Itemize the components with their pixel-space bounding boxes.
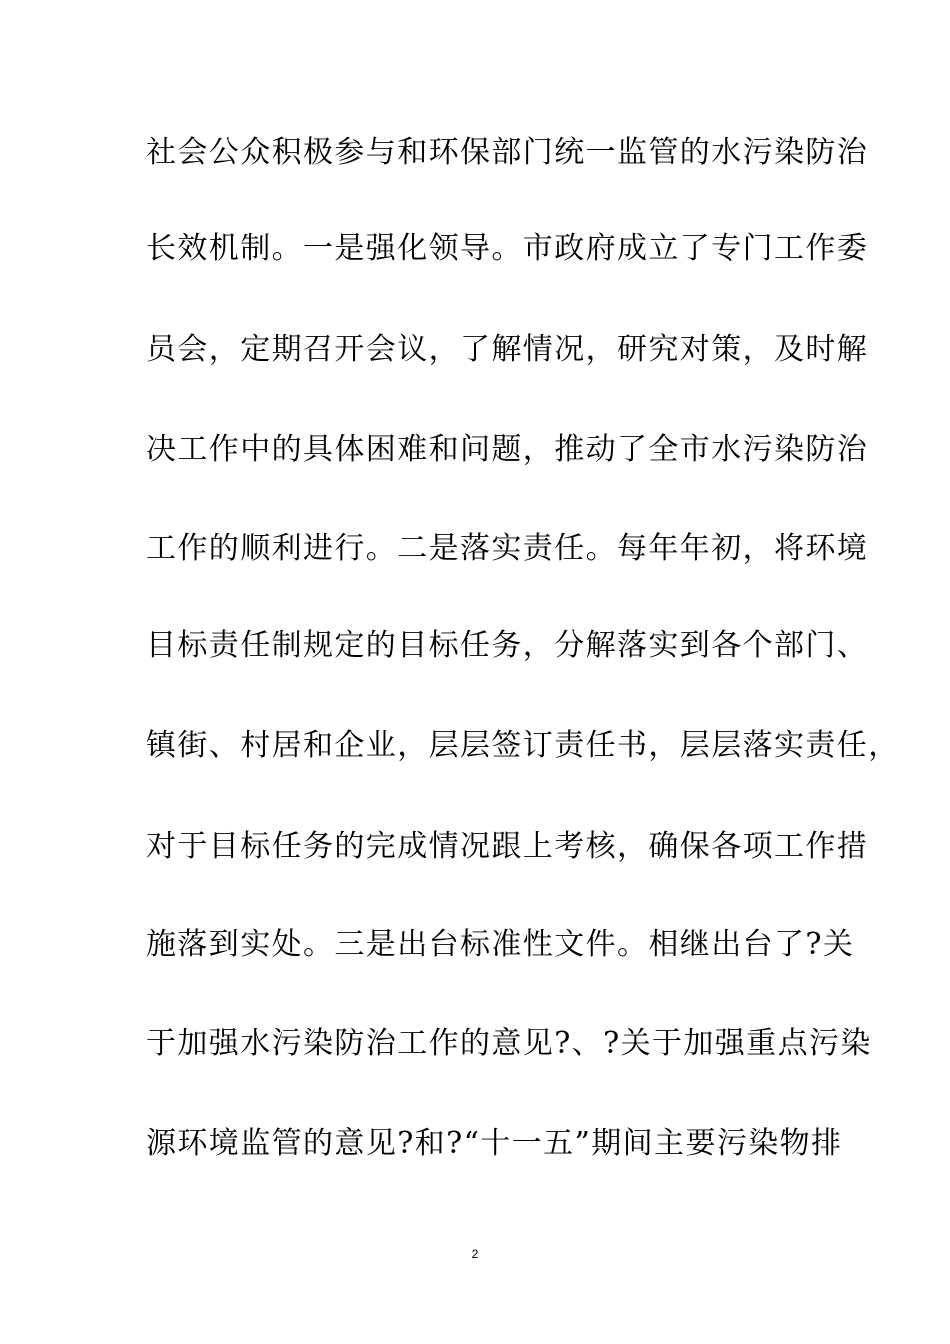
body-text-line: 决工作中的具体困难和问题，推动了全市水污染防治 [146, 432, 869, 467]
body-text-line: 镇街、村居和企业，层层签订责任书，层层落实责任， [146, 728, 900, 763]
body-text-line: 于加强水污染防治工作的意见?、?关于加强重点污染 [146, 1026, 872, 1061]
body-text-line: 对于目标任务的完成情况跟上考核，确保各项工作措 [146, 829, 869, 864]
body-text-line: 施落到实处。三是出台标准性文件。相继出台了?关 [146, 927, 855, 962]
page-number: 2 [471, 1247, 479, 1261]
body-text-line: 社会公众积极参与和环保部门统一监管的水污染防治 [146, 135, 869, 170]
body-text-line: 目标责任制规定的目标任务，分解落实到各个部门、 [146, 628, 869, 663]
body-text-line: 员会，定期召开会议，了解情况，研究对策，及时解 [146, 332, 869, 367]
body-text-line: 源环境监管的意见?和?“十一五”期间主要污染物排 [146, 1126, 843, 1161]
body-text-line: 长效机制。一是强化领导。市政府成立了专门工作委 [146, 231, 869, 266]
body-text-line: 工作的顺利进行。二是落实责任。每年年初，将环境 [146, 531, 869, 566]
